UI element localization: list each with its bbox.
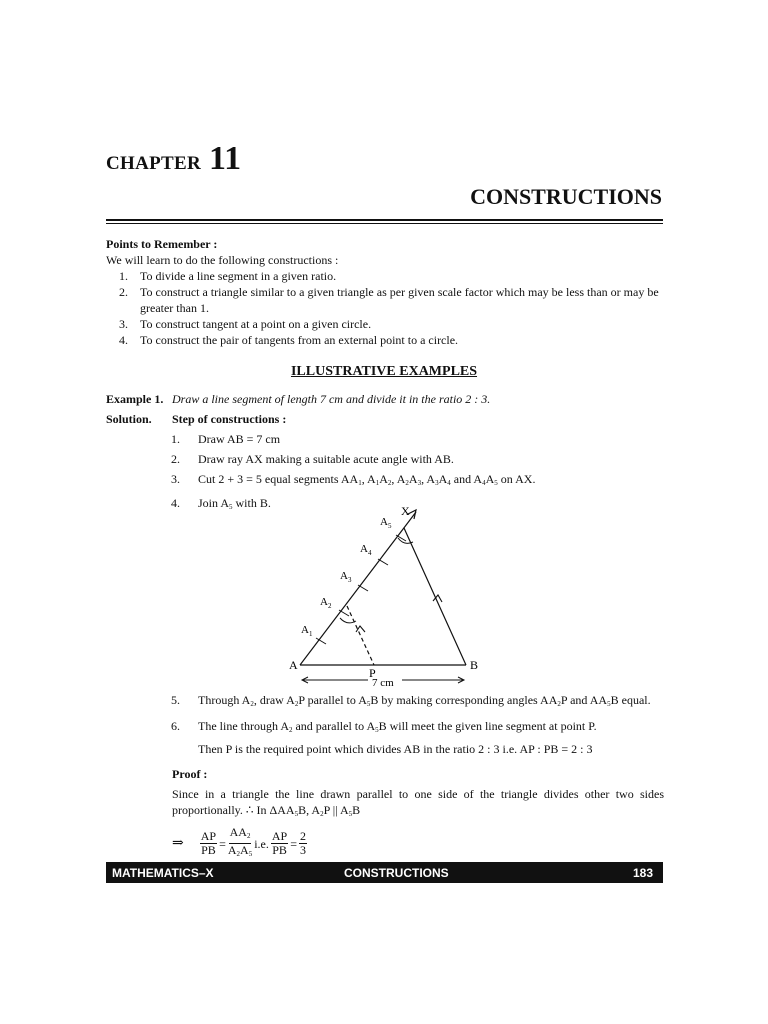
proof-text: Since in a triangle the line drawn parallel to one side of the triangle divides other two sides proportionally. ∴ In $\Delta AA_5B$, $A_2P$ || $A_5B$ [172,787,664,818]
list-item: 1. To divide a line segment in a given ratio. [119,269,337,283]
points-list [106,268,666,348]
points-heading: Points to Remember : [106,237,218,251]
label-a5: $A_5$ [380,516,392,530]
label-a1: $A_1$ [301,624,313,638]
segment-a2p [347,606,374,665]
chapter-number: 11 [209,140,242,177]
steps-list-2 [170,692,664,757]
title-rule [106,219,663,221]
footer-chapter: CONSTRUCTIONS [344,866,449,880]
list-item: 2. Draw ray AX making a suitable acute angle with AB. [171,452,454,466]
label-a4: $A_4$ [360,543,372,557]
label-x: X [401,504,410,518]
page-number: 183 [632,866,653,880]
page-footer [106,862,663,883]
list-item: 4. Join $A_5$ with B. [171,496,271,511]
list-item: Then P is the required point which divides AB in the ratio 2 : 3 i.e. AP : PB = 2 : 3 [198,742,593,756]
tick-a2 [339,610,349,616]
label-length: 7 cm [372,677,394,689]
label-a2: $A_2$ [320,596,332,610]
example-statement: Draw a line segment of length 7 cm and divide it in the ratio 2 : 3. [172,392,491,406]
label-b: B [470,658,479,672]
list-item: 3. Cut 2 + 3 = 5 equal segments $AA_1$, $A_1A_2$, $A_2A_3$, $A_3A_4$ and $A_4A_5$ on AX. [171,472,536,487]
construction-figure [280,500,490,695]
proof-label: Proof : [172,767,208,781]
parallel-arrow-2 [356,626,365,632]
title-rule-thin [106,223,663,224]
example-label: Example 1. [106,392,164,406]
label-a: A [289,658,298,672]
chapter-title: CONSTRUCTIONS [470,184,662,209]
proof-equation: ⇒ $\frac{AP}{PB}$ = $\frac{AA_2}{A_2A_5}$ i.e. $\frac{AP}{PB}$ = $\frac{2}{3}$ [172,825,306,858]
list-item: 6. The line through $A_2$ and parallel to $A_5B$ will meet the given line segment at point P. [171,719,597,734]
footer-subject: MATHEMATICS–X [112,866,214,880]
points-intro: We will learn to do the following constructions : [106,253,339,267]
label-a3: $A_3$ [340,570,352,584]
steps-heading: Step of constructions : [172,412,287,426]
ray-ax [300,512,416,665]
solution-label: Solution. [106,412,152,426]
list-item: 1. Draw AB = 7 cm [171,432,281,446]
tick-a3 [358,585,368,591]
list-item: 2. To construct a triangle similar to a given triangle as per given scale factor which may be less than or may be greater than 1. [119,285,659,315]
list-item: 5. Through $A_2$, draw $A_2P$ parallel to $A_5B$ by making corresponding angles $AA_2P$ and $AA_5B$ equal. [171,693,651,708]
tick-a5 [396,535,406,541]
list-item: 4. To construct the pair of tangents from an external point to a circle. [119,333,459,347]
tick-a4 [378,559,388,565]
chapter-label: CHAPTER [106,153,201,174]
label-p: P [369,666,376,680]
segment-a5b [404,528,466,665]
examples-heading: ILLUSTRATIVE EXAMPLES [290,364,478,379]
list-item: 3. To construct tangent at a point on a given circle. [119,317,372,331]
chapter-heading [106,140,241,178]
